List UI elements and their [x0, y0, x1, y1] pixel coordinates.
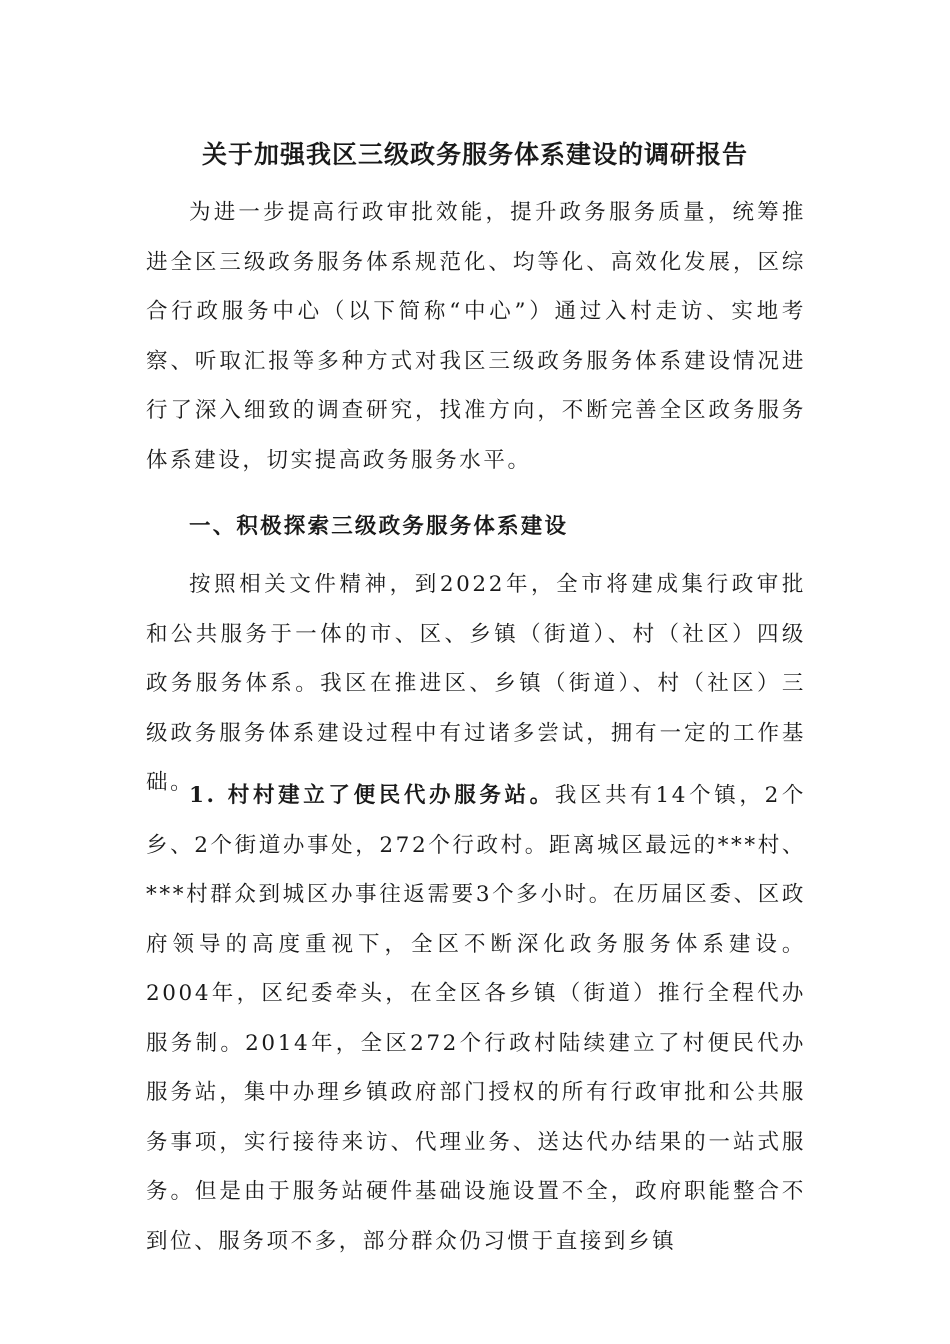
list-item-text: 我区共有14个镇，2个乡、2个街道办事处，272个行政村。距离城区最远的***村、***村群众到城区办事往返需要3个多小时。在历届区委、区政府领导的高度重视下，全区不断深化政务服务体系建设。2004年，区纪委牵头，在全区各乡镇（街道）推行全程代办服务制。2014年，全区272个行政村陆续建立了村便民代办服务站，集中办理乡镇政府部门授权的所有行政审批和公共服务事项，实行接待来访、代理业务、送达代办结果的一站式服务。但是由于服务站硬件基础设施设置不全，政府职能整合不到位、服务项不多，部分群众仍习惯于直接到乡镇	[146, 783, 807, 1254]
list-item-paragraph	[146, 771, 806, 1266]
intro-paragraph: 为进一步提高行政审批效能，提升政务服务质量，统筹推进全区三级政务服务体系规范化、均等化、高效化发展，区综合行政服务中心（以下简称“中心”）通过入村走访、实地考察、听取汇报等多种方式对我区三级政务服务体系建设情况进行了深入细致的调查研究，找准方向，不断完善全区政务服务体系建设，切实提高政务服务水平。	[146, 200, 806, 473]
list-item-lead: 1. 村村建立了便民代办服务站。	[189, 783, 555, 808]
section-heading: 一、积极探索三级政务服务体系建设	[189, 514, 569, 539]
section-paragraph: 按照相关文件精神，到2022年，全市将建成集行政审批和公共服务于一体的市、区、乡镇（街道）、村（社区）四级政务服务体系。我区在推进区、乡镇（街道）、村（社区）三级政务服务体系建设过程中有过诸多尝试，拥有一定的工作基础。	[146, 572, 806, 795]
document-title: 关于加强我区三级政务服务体系建设的调研报告	[201, 140, 748, 169]
